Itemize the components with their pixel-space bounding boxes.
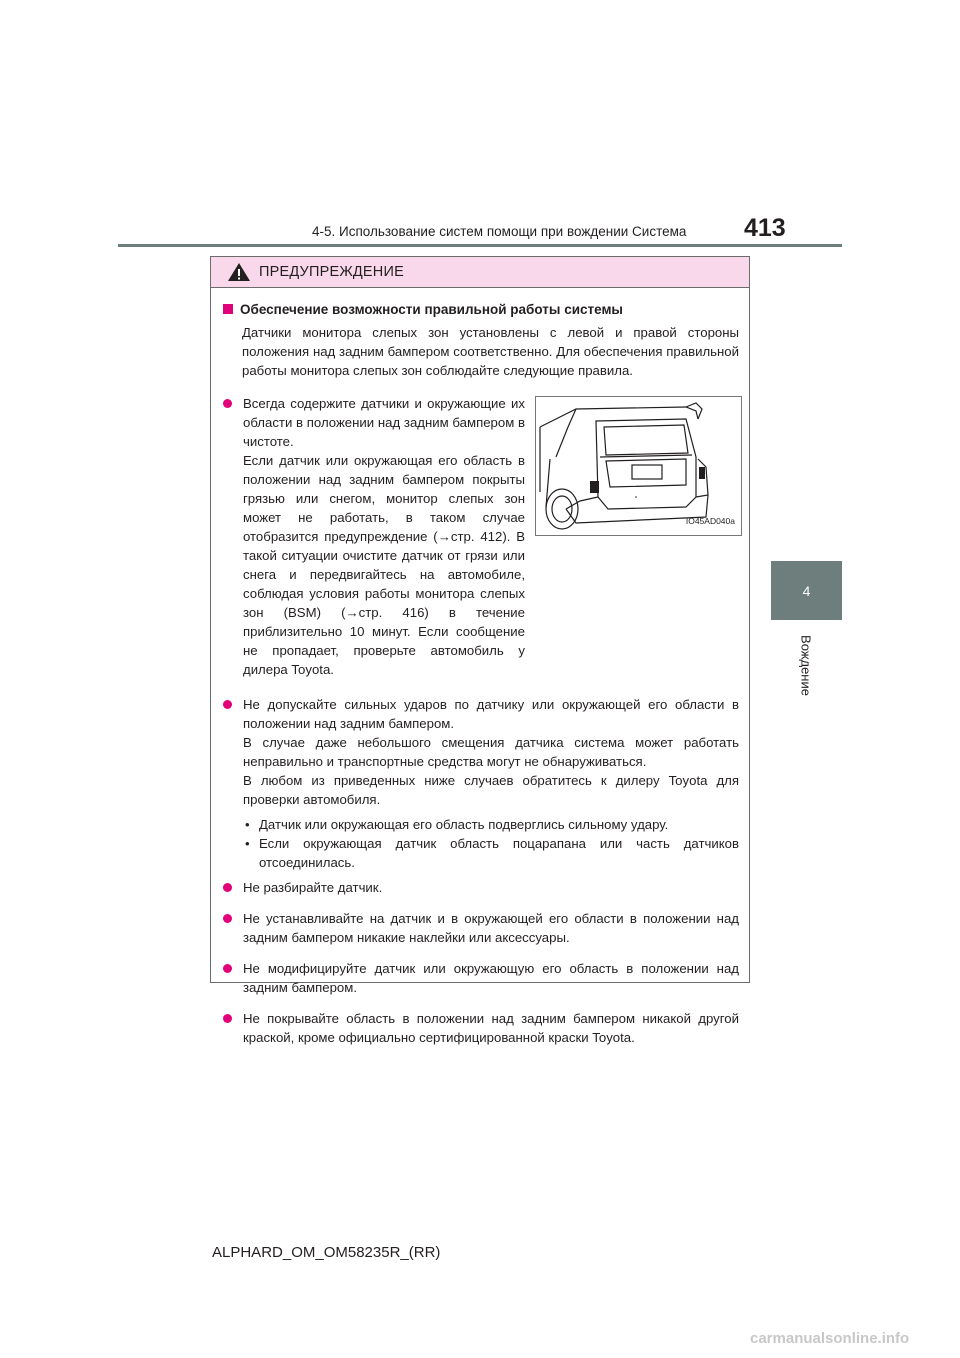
small-bullet-icon: • [245,836,250,851]
sub-list [243,815,739,872]
warning-body [211,288,749,1047]
chapter-label: Вождение [798,635,814,696]
intro-paragraph: Датчики монитора слепых зон установлены с левой и правой стороны положения над задним бампером соответственно. Для обеспечения правильной работы монитора слепых зон соблюдайте следующие правила. [242,325,739,378]
chapter-number: 4 [802,582,811,599]
bullet-text: Не покрывайте область в положении над задним бампером никакой другой краской, кроме официально сертифицированной краски Toyota. [243,1011,739,1045]
figure-code: IO45AD040a [685,516,735,526]
round-bullet-icon [223,964,232,973]
bullet-item [223,394,525,679]
list-item [243,815,739,834]
warning-triangle-icon [227,262,251,282]
round-bullet-icon [223,914,232,923]
bullet-text: Всегда содержите датчики и окружающие их области в положении над задним бампером в чистоте. [243,396,525,449]
warning-box [210,256,750,1045]
section-title-text: Обеспечение возможности правильной работы системы [240,302,623,317]
bullet-text-continued: В случае даже небольшого смещения датчика система может работать неправильно и транспортные средства могут не обнаруживаться. [243,735,739,769]
list-item-text: Датчик или окружающая его область подверглись сильному удару. [259,817,669,832]
bullet-text-continued: В любом из приведенных ниже случаев обратитесь к дилеру Toyota для проверки автомобиля. [243,773,739,807]
document-code: ALPHARD_OM_OM58235R_(RR) [212,1244,441,1261]
bullet-with-figure [223,394,739,679]
watermark: carmanualsonline.info [750,1330,910,1347]
small-bullet-icon: • [245,817,250,832]
section-title [223,300,739,319]
bullet-item [223,695,739,872]
chapter-tab [771,561,842,620]
bullet-text: Не устанавливайте на датчик и в окружающей его области в положении над задним бампером никакие наклейки или аксессуары. [243,911,739,945]
bullet-item [223,1009,739,1047]
warning-header [211,257,749,288]
round-bullet-icon [223,883,232,892]
bullet-text: Не модифицируйте датчик или окружающую его область в положении над задним бампером. [243,961,739,995]
bullet-text-continued: Если датчик или окружающая его область в положении над задним бампером покрыты грязью или снегом, монитор слепых зон может не работать, в таком случае отобразится предупреждение (→стр. 412). В такой ситуации очистите датчик от грязи или снега и передвигайтесь на автомобиле, соблюдая условия работы монитора слепых зон (BSM) (→стр. 416) в течение приблизительно 10 минут. Если сообщение не пропадает, проверьте автомобиль у дилера Toyota. [243,453,525,677]
sensor-figure [535,396,742,536]
bullet-item [223,959,739,997]
header-section-title: 4-5. Использование систем помощи при вождении Система [312,224,687,239]
bullet-text: Не допускайте сильных ударов по датчику или окружающей его области в положении над задним бампером. [243,697,739,731]
bullet-text: Не разбирайте датчик. [243,880,383,895]
warning-title: ПРЕДУПРЕЖДЕНИЕ [259,264,404,280]
list-item [243,834,739,872]
page-number: 413 [744,214,786,242]
round-bullet-icon [223,1014,232,1023]
header-divider [118,244,842,247]
round-bullet-icon [223,399,232,408]
bullet-item [223,909,739,947]
square-bullet-icon [223,304,233,314]
bullet-item [223,878,739,897]
round-bullet-icon [223,700,232,709]
list-item-text: Если окружающая датчик область поцарапана или часть датчиков отсоединилась. [259,836,739,870]
